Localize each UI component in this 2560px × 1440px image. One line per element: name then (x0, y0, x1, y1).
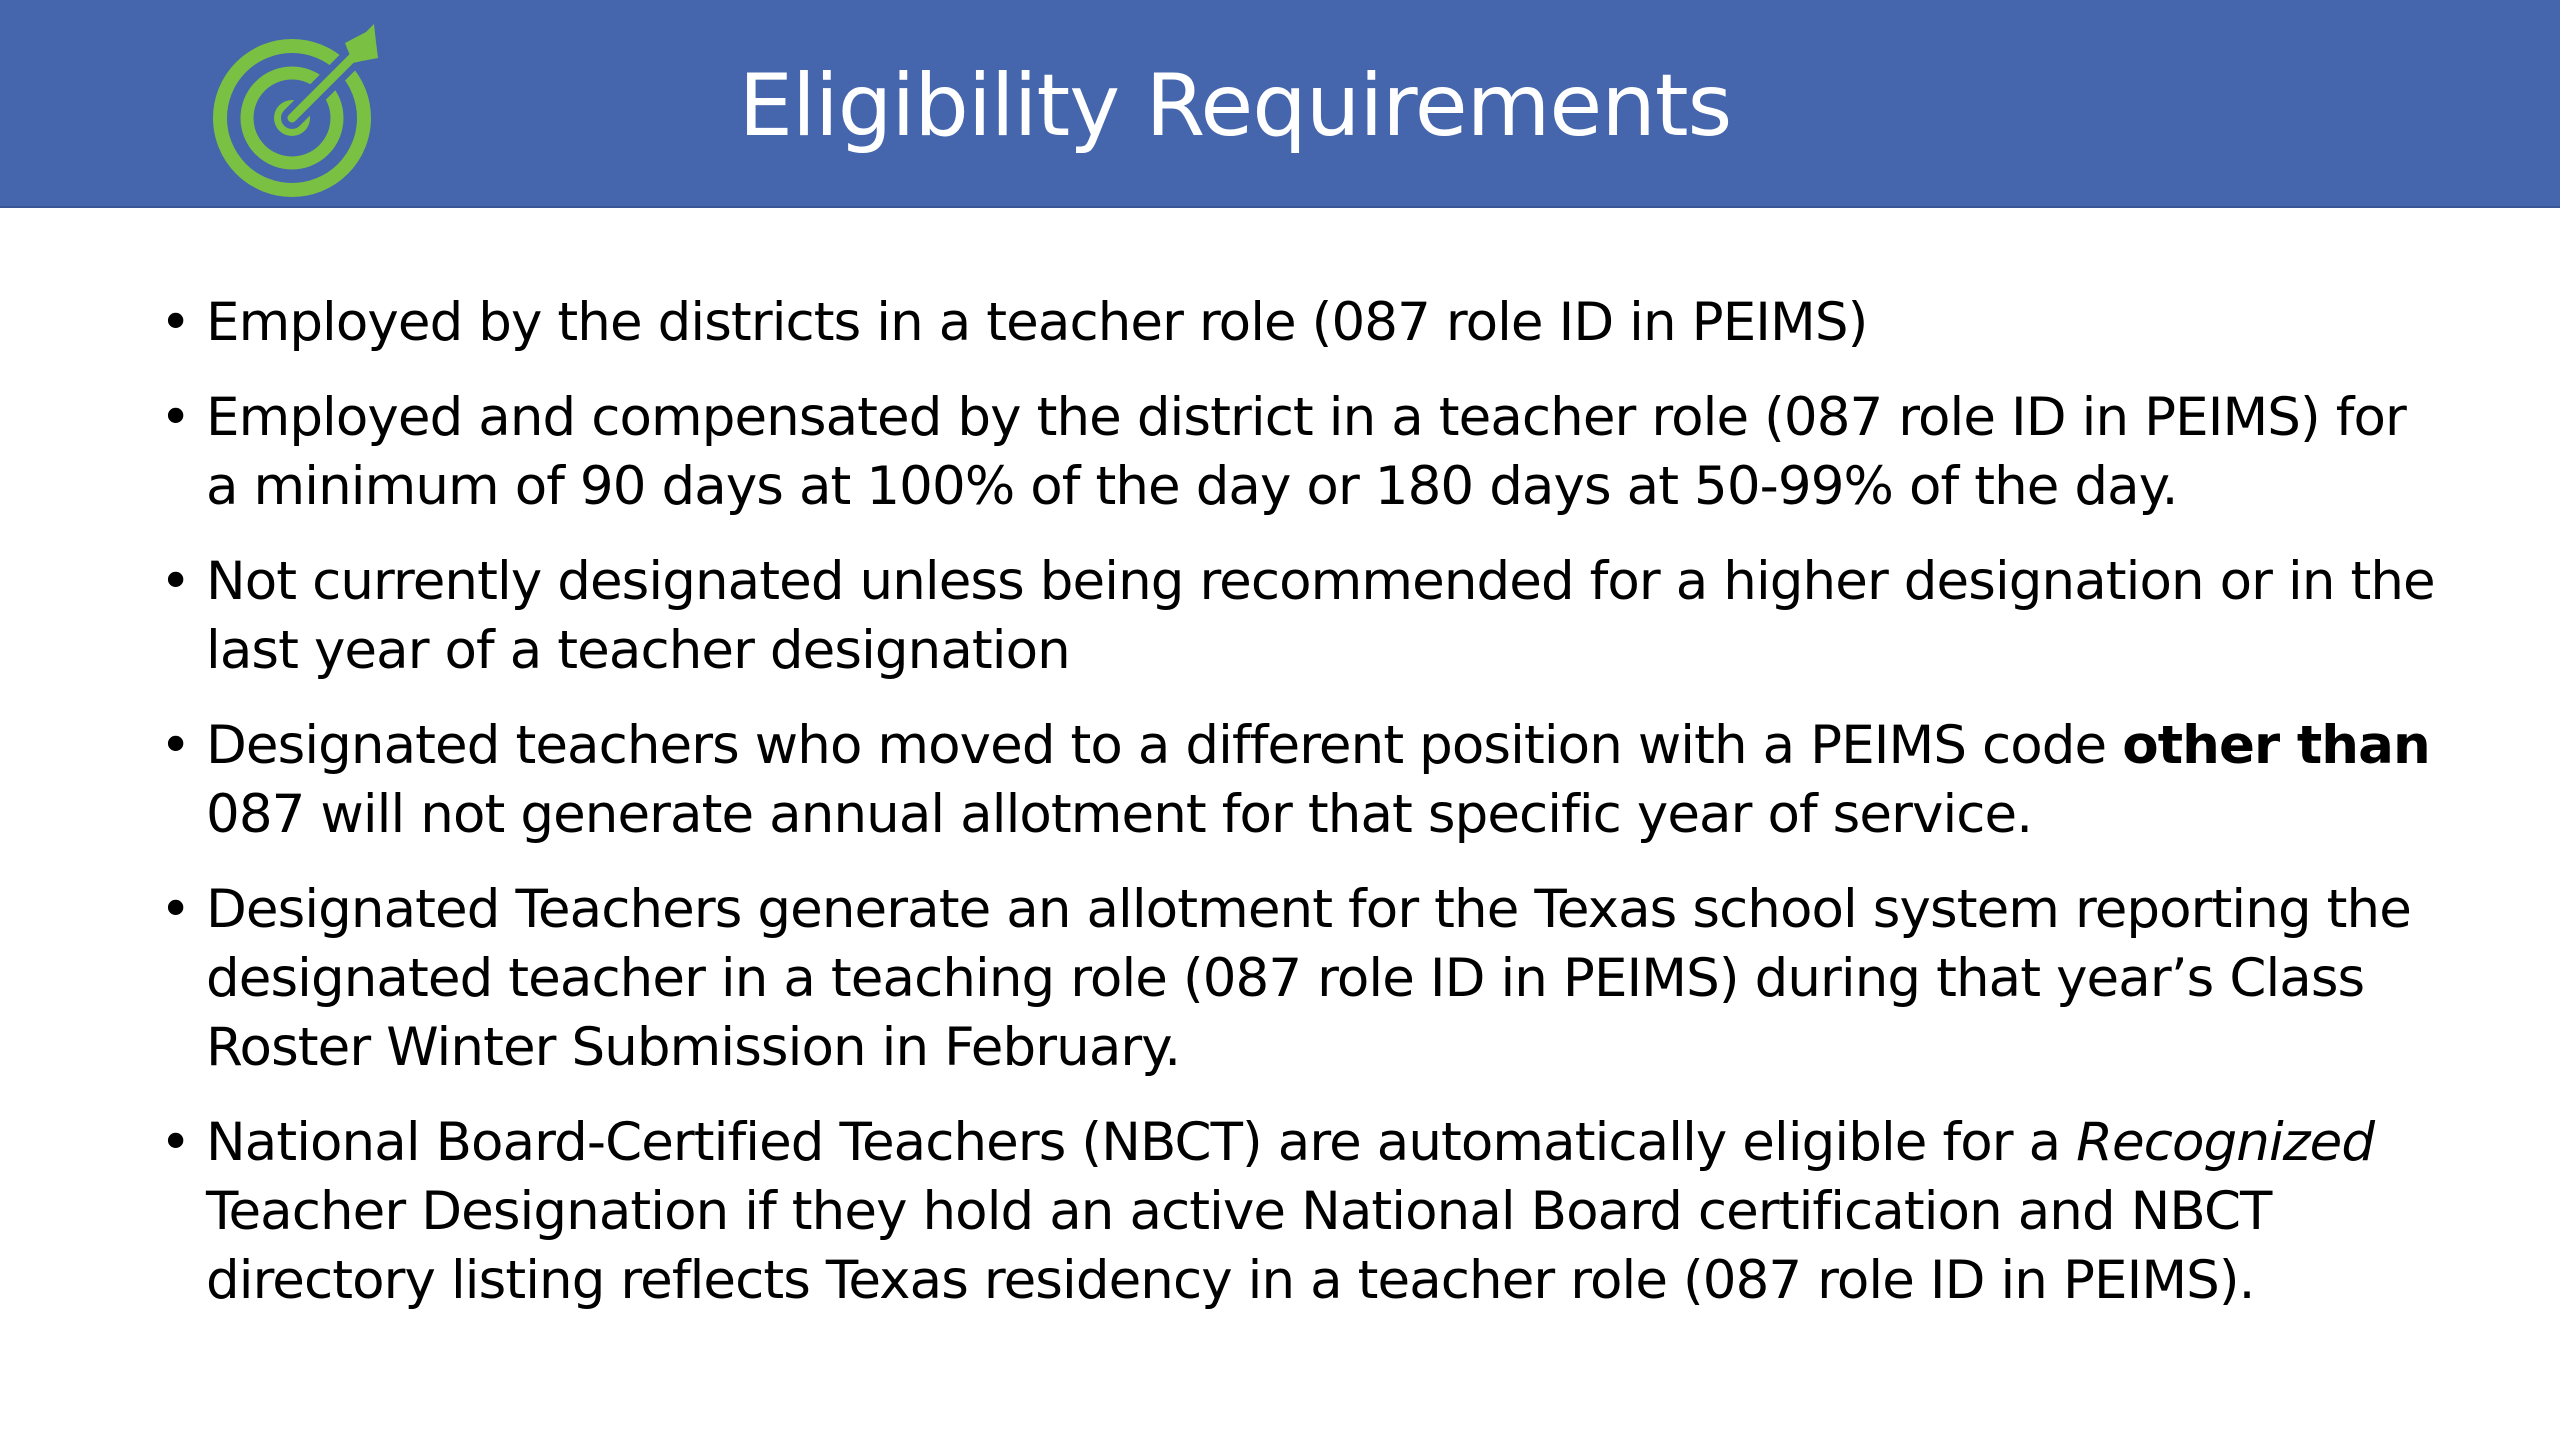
bullet-icon: • (160, 292, 191, 353)
bullet-text-end: 087 will not generate annual allotment for that specific year of service. (206, 784, 2033, 845)
page-title: Eligibility Requirements (738, 56, 1732, 156)
list-item (152, 1108, 2452, 1315)
list-item (152, 711, 2452, 849)
bullet-text-end: Teacher Designation if they hold an active National Board certification and NBCT directory listing reflects Texas residency in a teacher role (087 role ID in PEIMS). (206, 1181, 2272, 1311)
list-item (152, 875, 2452, 1082)
list-item (152, 547, 2452, 685)
bullet-text: Employed by the districts in a teacher role (087 role ID in PEIMS) (206, 292, 1868, 353)
bullet-icon: • (160, 715, 191, 776)
bullet-list (152, 288, 2452, 1341)
bullet-text: Designated Teachers generate an allotment for the Texas school system reporting the designated teacher in a teaching role (087 role ID in PEIMS) during that year’s Class Roster Winter Submission in February. (206, 879, 2411, 1078)
list-item (152, 383, 2452, 521)
target-arrow-icon (206, 20, 386, 200)
bullet-icon: • (160, 1112, 191, 1173)
bullet-text: Not currently designated unless being recommended for a higher designation or in the last year of a teacher designation (206, 551, 2435, 681)
bullet-icon: • (160, 387, 191, 448)
list-item (152, 288, 2452, 357)
bullet-icon: • (160, 551, 191, 612)
header-bar (0, 0, 2560, 208)
bullet-bold-text: other than (2122, 715, 2430, 776)
bullet-icon: • (160, 879, 191, 940)
bullet-text-start: Designated teachers who moved to a different position with a PEIMS code (206, 715, 2123, 776)
bullet-text: Employed and compensated by the district in a teacher role (087 role ID in PEIMS) for a minimum of 90 days at 100% of the day or 180 days at 50-99% of the day. (206, 387, 2406, 517)
bullet-italic-text: Recognized (2076, 1112, 2375, 1173)
bullet-text-start: National Board-Certified Teachers (NBCT) are automatically eligible for a (206, 1112, 2077, 1173)
